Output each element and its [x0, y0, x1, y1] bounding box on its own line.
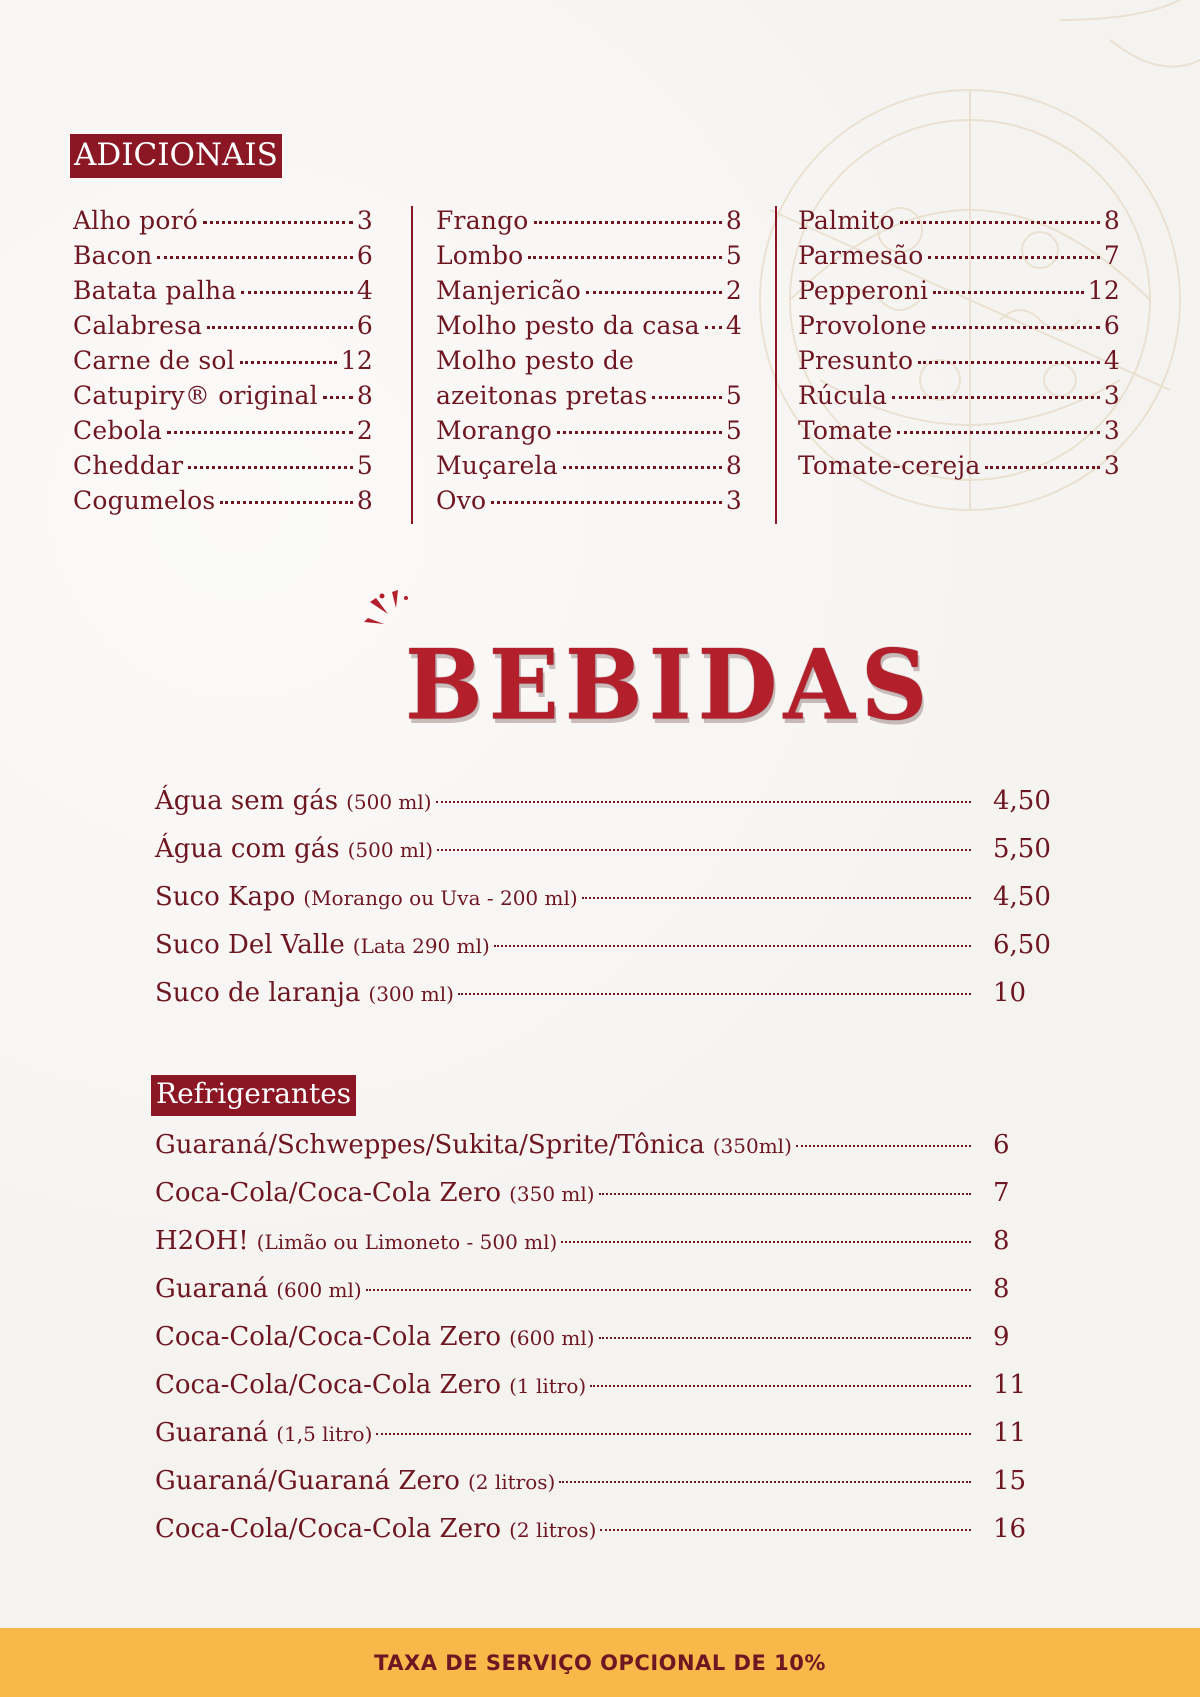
adicional-name: Molho pesto da casa	[436, 311, 700, 340]
adicional-name: azeitonas pretas	[436, 381, 648, 410]
dot-leader	[582, 897, 971, 899]
adicional-name: Presunto	[798, 346, 914, 375]
dot-leader	[586, 291, 722, 294]
drink-item	[155, 882, 1055, 930]
adicional-item	[436, 346, 742, 381]
adicional-item	[798, 206, 1120, 241]
drink-item	[155, 1178, 1055, 1226]
drink-detail: (Morango ou Uva - 200 ml)	[303, 886, 578, 910]
adicional-name: Bacon	[73, 241, 153, 270]
drink-detail: (350 ml)	[509, 1182, 595, 1206]
adicional-name: Cogumelos	[73, 486, 216, 515]
drink-detail: (1 litro)	[509, 1374, 587, 1398]
adicional-item	[436, 276, 742, 311]
drink-price: 9	[993, 1322, 1010, 1352]
dot-leader	[437, 849, 971, 851]
adicional-name: Carne de sol	[73, 346, 235, 375]
adicional-price: 8	[725, 451, 742, 480]
dot-leader	[599, 1193, 971, 1195]
drink-price: 11	[993, 1418, 1027, 1448]
drink-name: Guaraná/Guaraná Zero	[155, 1466, 460, 1496]
drink-detail: (600 ml)	[509, 1326, 595, 1350]
bebidas-list	[155, 786, 1055, 1026]
adicional-price: 6	[356, 241, 373, 270]
adicional-name: Manjericão	[436, 276, 582, 305]
dot-leader	[892, 396, 1100, 399]
adicional-name: Parmesão	[798, 241, 924, 270]
drink-detail: (2 litros)	[509, 1518, 597, 1542]
dot-leader	[897, 431, 1099, 434]
drink-detail: (Lata 290 ml)	[352, 934, 490, 958]
adicional-item	[436, 381, 742, 416]
dot-leader	[796, 1145, 971, 1147]
service-fee-text: TAXA DE SERVIÇO OPCIONAL DE 10%	[374, 1650, 826, 1675]
adicional-price: 6	[1103, 311, 1120, 340]
adicional-item	[73, 486, 373, 521]
adicional-price: 4	[725, 311, 742, 340]
adicional-item	[73, 416, 373, 451]
drink-price: 15	[993, 1466, 1027, 1496]
bebidas-heading: BEBIDAS	[405, 628, 934, 742]
drink-item	[155, 978, 1055, 1026]
dot-leader	[918, 361, 1100, 364]
adicional-item	[798, 311, 1120, 346]
dot-leader	[985, 466, 1099, 469]
dot-leader	[705, 326, 722, 329]
drink-detail: (350ml)	[712, 1134, 792, 1158]
adicional-price: 8	[725, 206, 742, 235]
adicional-name: Palmito	[798, 206, 895, 235]
drink-price: 4,50	[993, 882, 1051, 912]
dot-leader	[494, 945, 971, 947]
dot-leader	[900, 221, 1100, 224]
drink-item	[155, 834, 1055, 882]
adicional-name: Provolone	[798, 311, 927, 340]
drink-name: Coca-Cola/Coca-Cola Zero	[155, 1370, 502, 1400]
adicional-item	[798, 416, 1120, 451]
adicional-price: 6	[356, 311, 373, 340]
dot-leader	[652, 396, 721, 399]
adicional-item	[798, 346, 1120, 381]
adicional-price: 3	[1103, 381, 1120, 410]
adicional-price: 7	[1103, 241, 1120, 270]
drink-item	[155, 930, 1055, 978]
dot-leader	[559, 1481, 971, 1483]
adicional-name: Alho poró	[73, 206, 199, 235]
adicional-price: 3	[1103, 451, 1120, 480]
dot-leader	[933, 291, 1084, 294]
dot-leader	[458, 993, 971, 995]
adicional-price: 4	[356, 276, 373, 305]
adicional-price: 5	[725, 381, 742, 410]
adicional-name: Tomate	[798, 416, 893, 445]
drink-name: Suco Del Valle	[155, 930, 345, 960]
adicional-price: 12	[340, 346, 373, 375]
drink-price: 4,50	[993, 786, 1051, 816]
adicional-item	[73, 311, 373, 346]
drink-price: 6	[993, 1130, 1010, 1160]
adicional-item	[798, 381, 1120, 416]
adicional-name: Pepperoni	[798, 276, 929, 305]
dot-leader	[561, 1241, 971, 1243]
dot-leader	[563, 466, 722, 469]
drink-item	[155, 1514, 1055, 1562]
drink-price: 8	[993, 1274, 1010, 1304]
adicional-price: 4	[1103, 346, 1120, 375]
adicional-price: 8	[356, 486, 373, 515]
adicional-item	[798, 451, 1120, 486]
refrigerantes-list	[155, 1130, 1055, 1562]
drink-price: 11	[993, 1370, 1027, 1400]
adicional-name: Frango	[436, 206, 529, 235]
adicional-name: Molho pesto de	[436, 346, 635, 375]
dot-leader	[534, 221, 722, 224]
adicional-name: Lombo	[436, 241, 524, 270]
dot-leader	[323, 396, 353, 399]
adicional-item	[73, 451, 373, 486]
drink-name: Coca-Cola/Coca-Cola Zero	[155, 1514, 502, 1544]
dot-leader	[167, 431, 353, 434]
drink-name: Guaraná/Schweppes/Sukita/Sprite/Tônica	[155, 1130, 705, 1160]
adicional-price: 3	[1103, 416, 1120, 445]
adicional-price: 12	[1087, 276, 1120, 305]
adicional-price: 3	[725, 486, 742, 515]
adicional-price: 5	[725, 241, 742, 270]
drink-detail: (2 litros)	[467, 1470, 556, 1494]
adicional-item	[436, 486, 742, 521]
adicionais-column-3	[798, 206, 1120, 486]
adicional-item	[798, 241, 1120, 276]
drink-price: 5,50	[993, 834, 1051, 864]
column-divider	[411, 206, 413, 524]
adicional-item	[798, 276, 1120, 311]
dot-leader	[188, 466, 353, 469]
adicional-price: 5	[725, 416, 742, 445]
adicionais-column-2	[436, 206, 742, 521]
dot-leader	[241, 291, 352, 294]
adicional-name: Calabresa	[73, 311, 203, 340]
adicional-name: Catupiry® original	[73, 381, 318, 410]
drink-item	[155, 1130, 1055, 1178]
dot-leader	[157, 256, 352, 259]
dot-leader	[599, 1337, 971, 1339]
dot-leader	[528, 256, 721, 259]
drink-detail: (Limão ou Limoneto - 500 ml)	[256, 1230, 558, 1254]
adicional-name: Muçarela	[436, 451, 558, 480]
drink-price: 6,50	[993, 930, 1051, 960]
adicional-price: 2	[725, 276, 742, 305]
adicional-name: Cheddar	[73, 451, 184, 480]
refrigerantes-heading: Refrigerantes	[151, 1075, 356, 1116]
adicional-name: Batata palha	[73, 276, 237, 305]
adicional-item	[436, 451, 742, 486]
dot-leader	[932, 326, 1100, 329]
adicional-price: 2	[356, 416, 373, 445]
drink-item	[155, 1466, 1055, 1514]
drink-name: Água com gás	[155, 834, 340, 864]
dot-leader	[207, 326, 353, 329]
adicional-item	[436, 311, 742, 346]
drink-name: Guaraná	[155, 1418, 269, 1448]
adicional-name: Ovo	[436, 486, 487, 515]
drink-name: Suco de laranja	[155, 978, 361, 1008]
drink-item	[155, 1370, 1055, 1418]
drink-price: 10	[993, 978, 1027, 1008]
adicional-name: Morango	[436, 416, 553, 445]
dot-leader	[366, 1289, 971, 1291]
drink-item	[155, 1322, 1055, 1370]
adicionais-column-1	[73, 206, 373, 521]
drink-price: 8	[993, 1226, 1010, 1256]
dot-leader	[491, 501, 722, 504]
adicional-name: Tomate-cereja	[798, 451, 981, 480]
column-divider	[775, 206, 777, 524]
adicional-name: Rúcula	[798, 381, 888, 410]
bebidas-heading-wrap	[405, 628, 934, 742]
drink-detail: (600 ml)	[276, 1278, 362, 1302]
adicional-price: 5	[356, 451, 373, 480]
dot-leader	[928, 256, 1099, 259]
adicional-price: 3	[356, 206, 373, 235]
drink-name: Coca-Cola/Coca-Cola Zero	[155, 1178, 502, 1208]
dot-leader	[240, 361, 337, 364]
drink-item	[155, 1418, 1055, 1466]
drink-detail: (1,5 litro)	[276, 1422, 373, 1446]
drink-price: 16	[993, 1514, 1027, 1544]
adicional-item	[436, 206, 742, 241]
drink-detail: (500 ml)	[346, 790, 432, 814]
dot-leader	[557, 431, 722, 434]
adicionais-heading: ADICIONAIS	[70, 134, 282, 178]
drink-item	[155, 1226, 1055, 1274]
drink-detail: (500 ml)	[347, 838, 434, 862]
adicional-price: 8	[1103, 206, 1120, 235]
adicional-name: Cebola	[73, 416, 163, 445]
adicional-item	[73, 241, 373, 276]
drink-name: Guaraná	[155, 1274, 269, 1304]
drink-detail: (300 ml)	[368, 982, 454, 1006]
drink-name: Coca-Cola/Coca-Cola Zero	[155, 1322, 502, 1352]
dot-leader	[220, 501, 352, 504]
adicional-item	[73, 381, 373, 416]
drink-name: Água sem gás	[155, 786, 339, 816]
adicional-item	[73, 276, 373, 311]
drink-price: 7	[993, 1178, 1010, 1208]
drink-name: Suco Kapo	[155, 882, 296, 912]
dot-leader	[203, 221, 353, 224]
adicional-item	[73, 346, 373, 381]
dot-leader	[376, 1433, 971, 1435]
dot-leader	[600, 1529, 971, 1531]
service-fee-banner	[0, 1628, 1200, 1697]
adicional-item	[73, 206, 373, 241]
adicional-item	[436, 241, 742, 276]
dot-leader	[590, 1385, 971, 1387]
adicional-item	[436, 416, 742, 451]
dot-leader	[436, 801, 971, 803]
drink-item	[155, 1274, 1055, 1322]
adicional-price: 8	[356, 381, 373, 410]
drink-item	[155, 786, 1055, 834]
drink-name: H2OH!	[155, 1226, 249, 1256]
